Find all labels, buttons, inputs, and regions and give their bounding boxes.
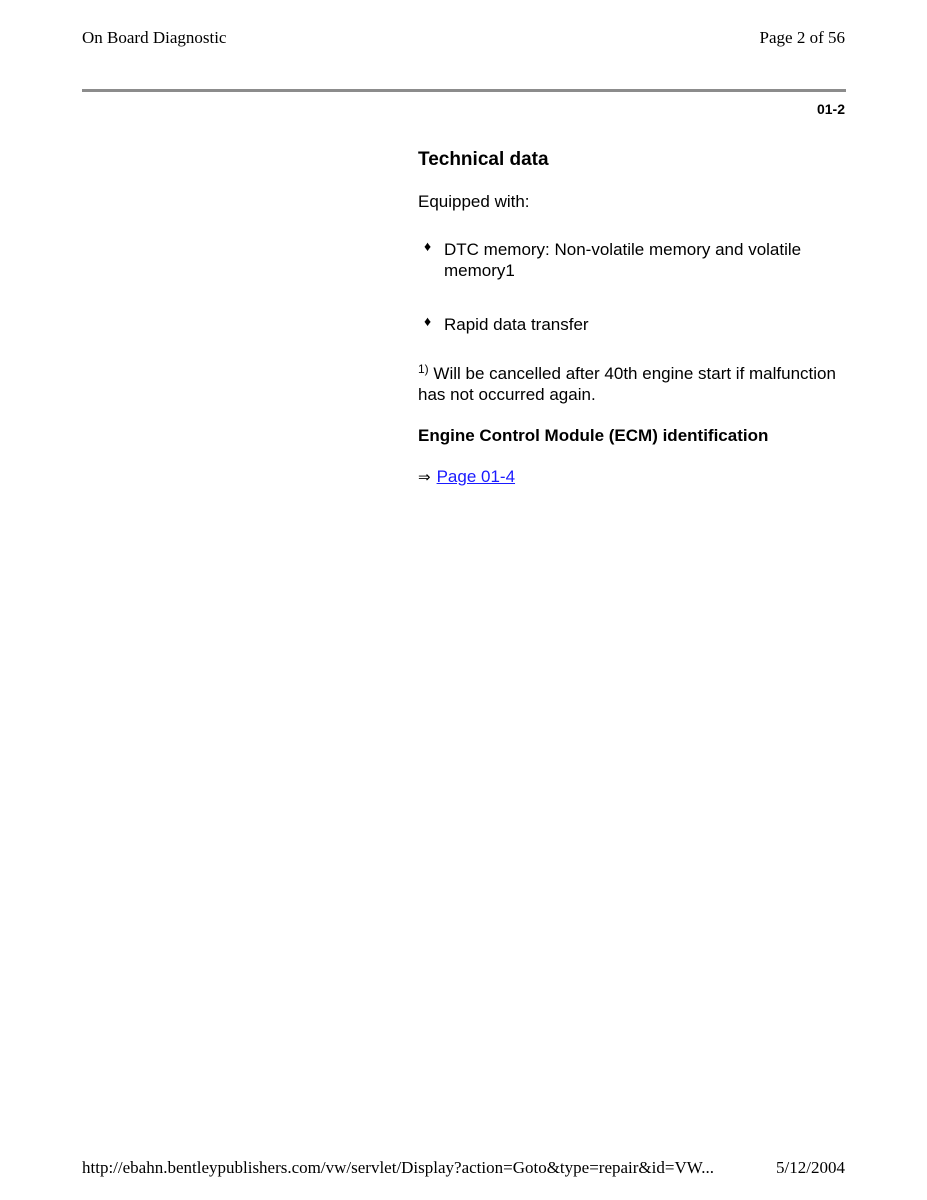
- footnote-text: Will be cancelled after 40th engine start if malfunction has not occurred again.: [418, 364, 836, 404]
- header-divider: [82, 89, 846, 92]
- page-reference: [418, 466, 846, 488]
- print-header-page-indicator: Page 2 of 56: [759, 28, 845, 47]
- ecm-identification-heading: Engine Control Module (ECM) identification: [418, 426, 769, 445]
- print-header-title: On Board Diagnostic: [82, 28, 227, 47]
- equipment-list: [418, 239, 846, 335]
- main-content: [418, 148, 846, 488]
- list-item-text: DTC memory: Non-volatile memory and volatile memory1: [444, 240, 802, 280]
- footnote-marker: 1): [418, 362, 429, 376]
- list-item: [418, 314, 846, 335]
- list-item-text: Rapid data transfer: [444, 315, 589, 334]
- equipped-with-label: Equipped with:: [418, 192, 530, 211]
- print-footer-date: 5/12/2004: [776, 1158, 845, 1177]
- technical-data-heading: Technical data: [418, 149, 549, 170]
- page-code: 01-2: [816, 101, 845, 117]
- list-item: [418, 239, 846, 281]
- diamond-bullet-icon: ♦: [424, 313, 432, 329]
- page-01-4-link[interactable]: Page 01-4: [436, 467, 516, 486]
- diamond-bullet-icon: ♦: [424, 238, 432, 254]
- footnote: [418, 363, 846, 405]
- print-footer-url: http://ebahn.bentleypublishers.com/vw/servlet/Display?action=Goto&type=repair&id=VW...: [82, 1158, 714, 1177]
- right-arrow-icon: ⇒: [418, 468, 431, 486]
